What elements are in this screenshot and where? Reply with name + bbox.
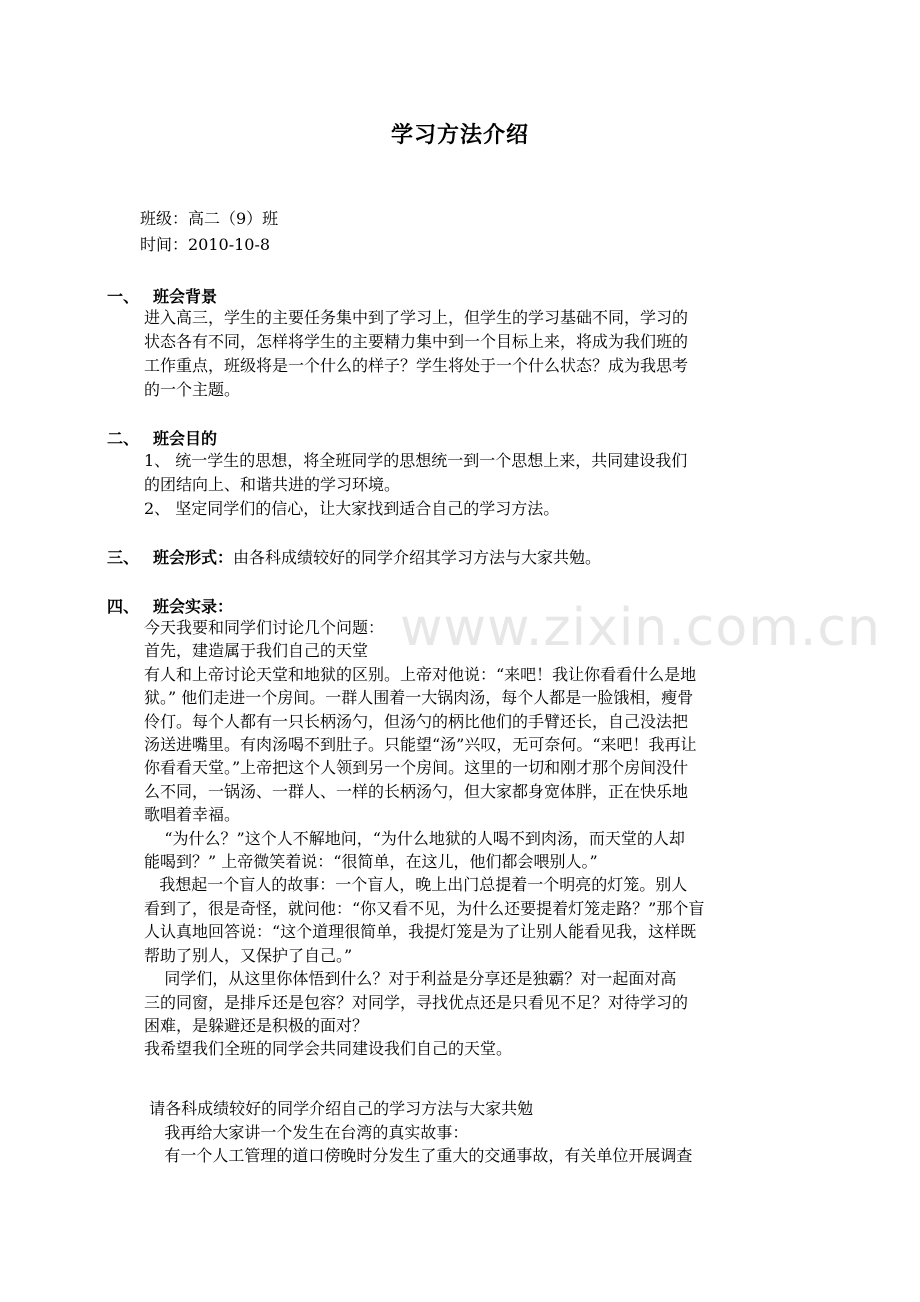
section-1-label: 班会背景: [153, 287, 218, 306]
section-2-label: 班会目的: [153, 429, 218, 448]
section-4-line: 三的同窗，是排斥还是包容？对同学，寻找优点还是只看见不足？对待学习的: [144, 992, 689, 1012]
section-3-number: 三、: [107, 548, 140, 567]
section-4-line: 今天我要和同学们讨论几个问题：: [144, 618, 385, 637]
section-3-text: 由各科成绩较好的同学介绍其学习方法与大家共勉。: [233, 548, 602, 567]
section-4-label: 班会实录：: [153, 597, 234, 616]
section-1-line: 进入高三，学生的主要任务集中到了学习上，但学生的学习基础不同，学习的: [144, 308, 689, 327]
section-3-heading: [107, 545, 601, 568]
section-4-line: 歌唱着幸福。: [144, 805, 241, 825]
closing-line: 请各科成绩较好的同学介绍自己的学习方法与大家共勉: [144, 1099, 534, 1118]
section-2-body: [144, 449, 780, 521]
section-4-line: 首先，建造属于我们自己的天堂: [144, 641, 369, 661]
section-1-line: 工作重点，班级将是一个什么的样子？学生将处于一个什么状态？成为我思考: [144, 356, 689, 375]
meta-time: 时间：2010-10-8: [140, 235, 271, 254]
section-4-line: 看到了，很是奇怪，就问他：“你又看不见，为什么还要提着灯笼走路？”那个盲: [144, 898, 705, 918]
section-4-line: 帮助了别人，又保护了自己。”: [144, 945, 353, 965]
section-4-line: 你看看天堂。”上帝把这个人领到另一个房间。这里的一切和刚才那个房间没什: [144, 758, 689, 778]
watermark: www.zixin.com.cn: [400, 598, 881, 658]
section-1-body: [144, 306, 780, 402]
document-title: 学习方法介绍: [390, 123, 529, 148]
closing-body: [144, 1097, 780, 1168]
section-4-line: 能喝到？” 上帝微笑着说：“很简单，在这儿，他们都会喂别人。”: [144, 852, 598, 872]
section-4-line: “为什么？”这个人不解地问，“为什么地狱的人喝不到肉汤，而天堂的人却: [144, 828, 685, 848]
section-4-body: [144, 616, 780, 1061]
closing-line: 我再给大家讲一个发生在台湾的真实故事：: [144, 1122, 469, 1142]
section-4-line: 有人和上帝讨论天堂和地狱的区别。上帝对他说：“来吧！我让你看看什么是地: [144, 664, 697, 684]
section-1-heading: [107, 284, 217, 307]
section-4-number: 四、: [107, 597, 140, 616]
section-1-line: 状态各有不同，怎样将学生的主要精力集中到一个目标上来，将成为我们班的: [144, 332, 689, 351]
section-3-label: 班会形式：: [153, 548, 234, 567]
section-4-line: 我想起一个盲人的故事：一个盲人，晚上出门总提着一个明亮的灯笼。别人: [144, 875, 688, 895]
section-4-line: 狱。” 他们走进一个房间。一群人围着一大锅肉汤，每个人都是一脸饿相，瘦骨: [144, 688, 694, 708]
meta-class: 班级：高二（9）班: [140, 209, 279, 228]
meta-block: [140, 206, 278, 258]
section-4-line: 同学们，从这里你体悟到什么？对于利益是分享还是独霸？对一起面对高: [144, 969, 677, 989]
section-2-line: 2、 坚定同学们的信心，让大家找到适合自己的学习方法。: [144, 499, 560, 518]
section-4-line: 我希望我们全班的同学会共同建设我们自己的天堂。: [144, 1039, 513, 1059]
section-2-number: 二、: [107, 429, 140, 448]
section-4-line: 困难，是躲避还是积极的面对？: [144, 1015, 369, 1035]
closing-line: 有一个人工管理的道口傍晚时分发生了重大的交通事故，有关单位开展调查: [144, 1146, 693, 1165]
section-2-line: 1、 统一学生的思想，将全班同学的思想统一到一个思想上来，共同建设我们: [144, 451, 688, 470]
section-1-line: 的一个主题。: [144, 380, 241, 399]
section-2-heading: [107, 426, 217, 449]
section-4-line: 人认真地回答说：“这个道理很简单，我提灯笼是为了让别人能看见我，这样既: [144, 922, 697, 942]
section-2-line: 的团结向上、和谐共进的学习环境。: [144, 475, 401, 494]
section-4-line: 汤送进嘴里。有肉汤喝不到肚子。只能望“汤”兴叹，无可奈何。“来吧！我再让: [144, 735, 697, 755]
section-4-line: 么不同，一锅汤、一群人、一样的长柄汤勺，但大家都身宽体胖，正在快乐地: [144, 781, 689, 801]
section-1-number: 一、: [107, 287, 140, 306]
section-4-line: 伶仃。每个人都有一只长柄汤勺，但汤勺的柄比他们的手臂还长，自己没法把: [144, 711, 689, 731]
section-4-heading: [107, 594, 233, 617]
